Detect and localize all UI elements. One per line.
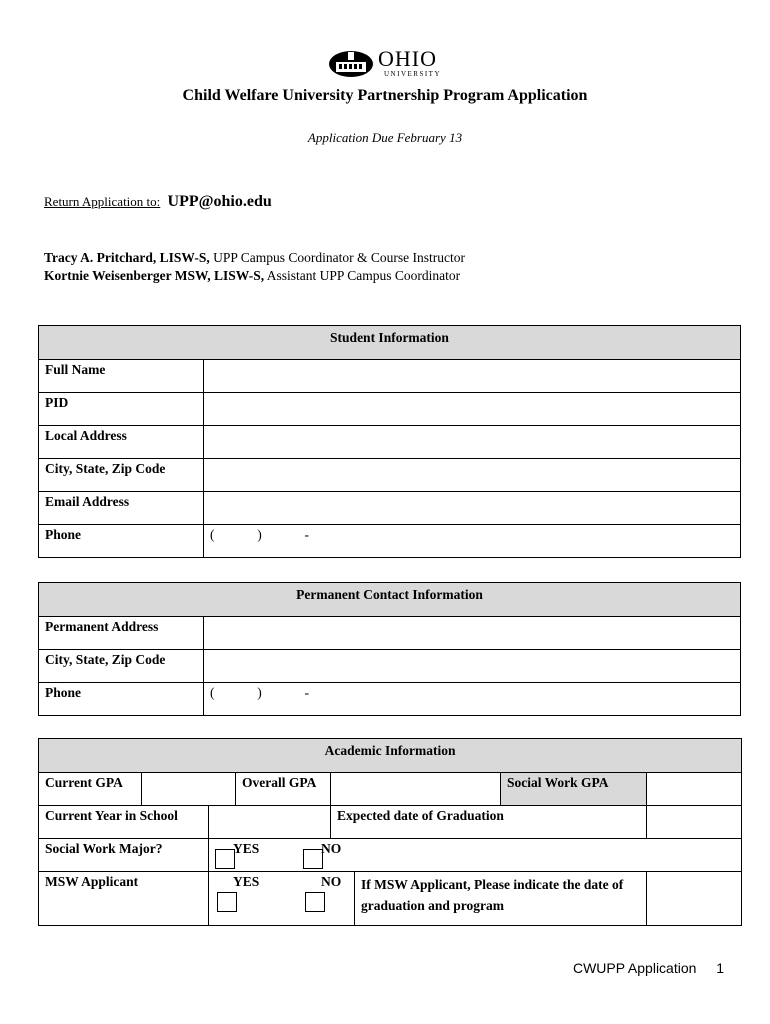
student-information-table bbox=[38, 325, 741, 558]
section-header: Academic Information bbox=[39, 739, 742, 773]
field-label: Permanent Address bbox=[39, 617, 204, 650]
return-email: UPP@ohio.edu bbox=[167, 193, 272, 210]
sw-major-no-checkbox[interactable] bbox=[303, 849, 323, 869]
phone-close-paren: ) bbox=[257, 527, 262, 542]
contact-role: Assistant UPP Campus Coordinator bbox=[266, 268, 461, 283]
yes-label: YES bbox=[233, 841, 260, 856]
current-gpa-field[interactable] bbox=[142, 773, 236, 806]
msw-no-checkbox[interactable] bbox=[305, 892, 325, 912]
section-header: Student Information bbox=[39, 326, 741, 360]
permanent-city-state-zip-field[interactable] bbox=[204, 650, 741, 683]
cutler-hall-icon bbox=[328, 50, 374, 80]
phone-dash: - bbox=[304, 685, 309, 700]
field-label: City, State, Zip Code bbox=[39, 650, 204, 683]
field-label: Current GPA bbox=[39, 773, 142, 806]
social-work-gpa-field[interactable] bbox=[647, 773, 742, 806]
pid-field[interactable] bbox=[204, 393, 741, 426]
msw-yes-checkbox[interactable] bbox=[217, 892, 237, 912]
msw-note: If MSW Applicant, Please indicate the date of graduation and program bbox=[355, 872, 647, 926]
field-label: Full Name bbox=[39, 360, 204, 393]
logo-subtext: UNIVERSITY bbox=[384, 70, 441, 78]
contact-line bbox=[44, 250, 465, 266]
academic-information-table bbox=[38, 738, 742, 926]
field-label: Current Year in School bbox=[39, 806, 209, 839]
field-label: Overall GPA bbox=[236, 773, 331, 806]
msw-graduation-field[interactable] bbox=[647, 872, 742, 926]
overall-gpa-field[interactable] bbox=[331, 773, 501, 806]
msw-options bbox=[209, 872, 355, 926]
expected-graduation-field[interactable] bbox=[647, 806, 742, 839]
ohio-university-logo bbox=[328, 46, 448, 82]
phone-close-paren: ) bbox=[257, 685, 262, 700]
local-address-field[interactable] bbox=[204, 426, 741, 459]
field-label: Social Work GPA bbox=[501, 773, 647, 806]
permanent-address-field[interactable] bbox=[204, 617, 741, 650]
email-address-field[interactable] bbox=[204, 492, 741, 525]
due-date: Application Due February 13 bbox=[307, 130, 463, 145]
page-footer bbox=[573, 960, 724, 976]
phone-open-paren: ( bbox=[210, 527, 215, 542]
return-label: Return Application to: bbox=[44, 194, 161, 209]
phone-open-paren: ( bbox=[210, 685, 215, 700]
page-title: Child Welfare University Partnership Program Application bbox=[182, 87, 588, 104]
field-label: Phone bbox=[39, 525, 204, 558]
field-label: PID bbox=[39, 393, 204, 426]
contact-line bbox=[44, 268, 460, 284]
field-label: Email Address bbox=[39, 492, 204, 525]
no-label: NO bbox=[321, 874, 342, 889]
field-label: Local Address bbox=[39, 426, 204, 459]
contact-name: Kortnie Weisenberger MSW, LISW-S, bbox=[44, 268, 265, 283]
logo-wordmark: OHIO bbox=[378, 46, 437, 71]
no-label: NO bbox=[321, 841, 342, 856]
permanent-contact-table bbox=[38, 582, 741, 716]
field-label: MSW Applicant bbox=[39, 872, 209, 926]
return-instructions bbox=[44, 193, 272, 211]
phone-field[interactable] bbox=[204, 525, 741, 558]
field-label: Phone bbox=[39, 683, 204, 716]
contact-role: UPP Campus Coordinator & Course Instructor bbox=[213, 250, 465, 265]
page-number: 1 bbox=[716, 960, 724, 976]
field-label: City, State, Zip Code bbox=[39, 459, 204, 492]
contact-name: Tracy A. Pritchard, LISW-S, bbox=[44, 250, 210, 265]
field-label: Expected date of Graduation bbox=[331, 806, 647, 839]
full-name-field[interactable] bbox=[204, 360, 741, 393]
city-state-zip-field[interactable] bbox=[204, 459, 741, 492]
field-label: Social Work Major? bbox=[39, 839, 209, 872]
current-year-field[interactable] bbox=[209, 806, 331, 839]
sw-major-options bbox=[209, 839, 742, 872]
sw-major-yes-checkbox[interactable] bbox=[215, 849, 235, 869]
permanent-phone-field[interactable] bbox=[204, 683, 741, 716]
footer-doc-name: CWUPP Application bbox=[572, 960, 697, 976]
yes-label: YES bbox=[233, 874, 260, 889]
section-header: Permanent Contact Information bbox=[39, 583, 741, 617]
phone-dash: - bbox=[304, 527, 309, 542]
